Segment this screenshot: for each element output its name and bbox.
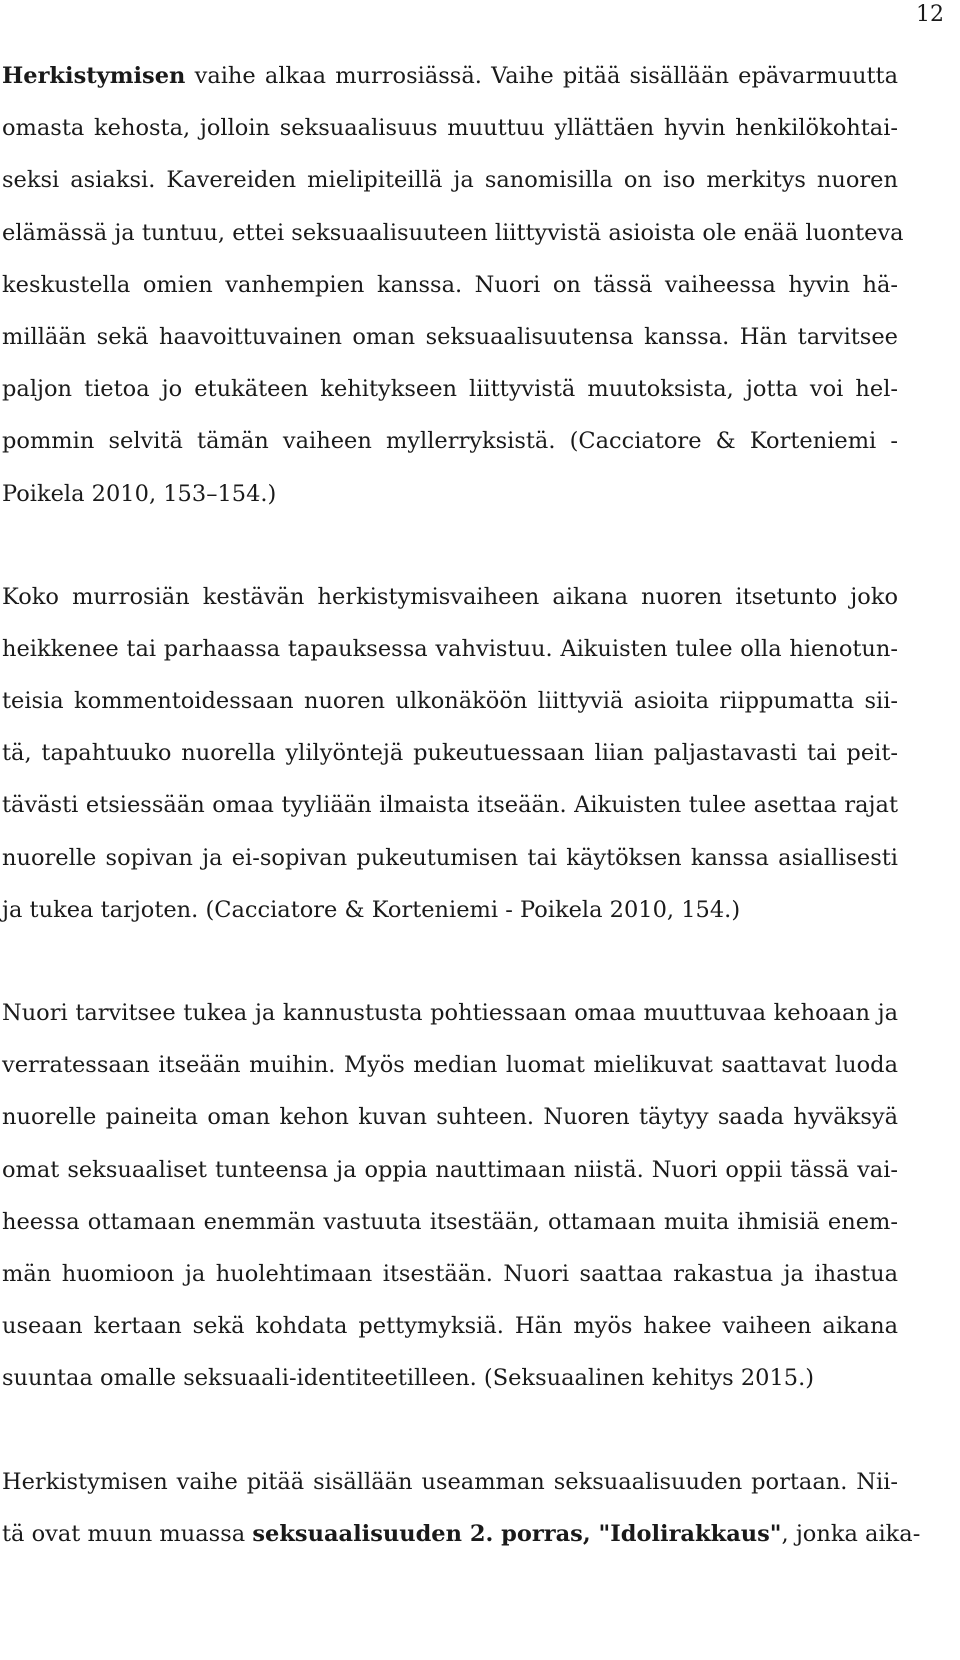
bold-term: Herkistymisen (2, 63, 186, 89)
text-line: teisia kommentoidessaan nuoren ulkonäköön liittyviä asioita riippumatta sii- (2, 688, 898, 715)
text-line: omat seksuaaliset tunteensa ja oppia nauttimaan niistä. Nuori oppii tässä vai- (2, 1156, 898, 1183)
text-line: ja tukea tarjoten. (Cacciatore & Korteniemi - Poikela 2010, 154.) (2, 896, 741, 923)
text-line: seksi asiaksi. Kavereiden mielipiteillä ja sanomisilla on iso merkitys nuoren (2, 167, 898, 194)
text-line: heessa ottamaan enemmän vastuuta itsestään, ottamaan muita ihmisiä enem- (2, 1208, 898, 1235)
text-line: män huomioon ja huolehtimaan itsestään. Nuori saattaa rakastua ja ihastua (2, 1260, 898, 1287)
bold-term: seksuaalisuuden 2. porras, "Idolirakkaus" (252, 1520, 782, 1547)
text-line: heikkenee tai parhaassa tapauksessa vahvistuu. Aikuisten tulee olla hienotun- (2, 635, 898, 662)
text-line: elämässä ja tuntuu, ettei seksuaalisuuteen liittyvistä asioista ole enää luonteva (2, 219, 904, 246)
paragraph-gap (2, 936, 898, 987)
paragraph-2 (2, 571, 898, 936)
text-line: Koko murrosiän kestävän herkistymisvaiheen aikana nuoren itsetunto joko (2, 583, 898, 610)
paragraph-1 (2, 50, 904, 520)
paragraph-gap (2, 520, 898, 571)
text-line: nuorelle paineita oman kehon kuvan suhteen. Nuoren täytyy saada hyväksyä (2, 1104, 898, 1131)
paragraph-gap (2, 1405, 898, 1456)
text-line: omasta kehosta, jolloin seksuaalisuus muuttuu yllättäen hyvin henkilökohtai- (2, 115, 898, 142)
text-line: tä, tapahtuuko nuorella ylilyöntejä pukeutuessaan liian paljastavasti tai peit- (2, 740, 898, 767)
text-line: millään sekä haavoittuvainen oman seksuaalisuutensa kanssa. Hän tarvitsee (2, 323, 898, 350)
text-line: Poikela 2010, 153–154.) (2, 480, 277, 507)
text-line: Herkistymisen vaihe alkaa murrosiässä. Vaihe pitää sisällään epävarmuutta (2, 63, 898, 89)
text-line: keskustella omien vanhempien kanssa. Nuori on tässä vaiheessa hyvin hä- (2, 271, 898, 298)
text-line: useaan kertaan sekä kohdata pettymyksiä. Hän myös hakee vaiheen aikana (2, 1313, 898, 1340)
text-line: paljon tietoa jo etukäteen kehitykseen liittyvistä muutoksista, jotta voi hel- (2, 376, 898, 403)
document-body (2, 50, 921, 1560)
text-line: tä ovat muun muassa seksuaalisuuden 2. porras, "Idolirakkaus", jonka aika- (2, 1520, 921, 1547)
text-line: Herkistymisen vaihe pitää sisällään useamman seksuaalisuuden portaan. Nii- (2, 1468, 898, 1495)
page-number: 12 (916, 2, 944, 27)
text-line: suuntaa omalle seksuaali-identiteetilleen. (Seksuaalinen kehitys 2015.) (2, 1365, 815, 1392)
text-line: tävästi etsiessään omaa tyyliään ilmaista itseään. Aikuisten tulee asettaa rajat (2, 792, 898, 819)
paragraph-3 (2, 987, 898, 1405)
paragraph-4 (2, 1456, 921, 1560)
text-line: pommin selvitä tämän vaiheen myllerryksistä. (Cacciatore & Korteniemi - (2, 428, 898, 455)
text-line: verratessaan itseään muihin. Myös median luomat mielikuvat saattavat luoda (2, 1052, 898, 1079)
text-line: Nuori tarvitsee tukea ja kannustusta pohtiessaan omaa muuttuvaa kehoaan ja (2, 1000, 898, 1026)
text-line: nuorelle sopivan ja ei-sopivan pukeutumisen tai käytöksen kanssa asiallisesti (2, 844, 898, 871)
